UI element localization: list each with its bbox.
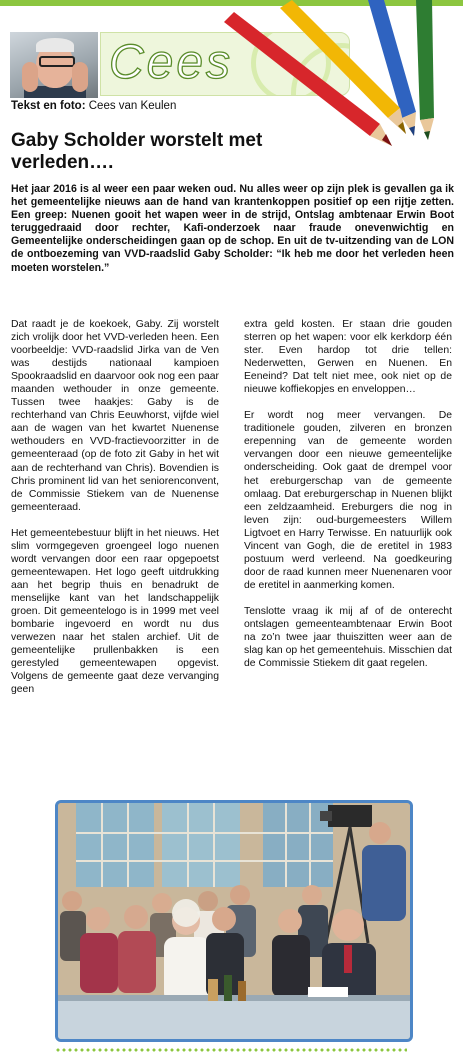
- paragraph: Er wordt nog meer vervangen. De traditionele gouden, zilveren en bronzen erepenning van de gemeente worden vervangen door een nieuwe gemeentelijke onderscheiding. Ook gaat de drempel voor het ereburgerschap van de gemeente omlaag. Dat ereburgerschap in Nuenen blijkt een zeldzaamheid. Ereburgers die nog in leven zijn: oud-burgemeesters Willem Ligtvoet en Harry Terwisse. En natuurlijk ook Vincent van Gogh, die de eretitel in 1983 postuum werd verleend. Na goedkeuring door de raad kunnen meer Nuenenaren voor de eretitel in aanmerking komen.: [244, 410, 452, 591]
- article-column-right: [244, 318, 452, 683]
- paragraph: Dat raadt je de koekoek, Gaby. Zij worstelt zich vrolijk door het VVD-verleden heen. Een voorbeeldje: VVD-raadslid Jirka van de Ven was destijds nationaal kampioen Spookraadslid en daarvoor ook nog een paar maanden wethouder in onze gemeente. Tussen twee haakjes: Gaby is de rechterhand van Chris Eeuwhorst, vijfde wiel aan de wagen van het kwartet Nuenense wethouders en VVD-fractievoorzitter in de gemeenteraad (op de foto zit Gaby in het wit aan de rechterhand van Chris). Bovendien is Chris prominent lid van het seniorenconvent, de Commissie Stiekem van de Nuenense gemeenteraad.: [11, 319, 219, 513]
- author-name: Cees van Keulen: [88, 100, 177, 112]
- author-credit: [11, 100, 176, 112]
- article-intro: Het jaar 2016 is al weer een paar weken oud. Nu alles weer op zijn plek is gevallen ga ik het gemeentelijke nieuws aan de hand van krantenkoppen positief op een rijtje zetten. Een greep: Nuenen gooit het wapen weer in de strijd, Ontslag ambtenaar Erwin Boot teruggedraaid door rechter, Kafi-onderzoek naar fraude onevenwichtig en Gemeentelijke onderscheidingen gaan op de schop. En uit de tv-uitzending van de LON de ontboezeming van VVD-raadslid Gaby Scholder: “Ik heb me door het verleden heen moeten worstelen.”: [11, 183, 454, 274]
- dotted-divider: [55, 1048, 407, 1052]
- paragraph: Het gemeentebestuur blijft in het nieuws. Het slim vormgegeven groengeel logo nuenen wordt vervangen door een raar opgepoetst gemeentewapen. Het logo geeft uitdrukking aan het begrip thuis en benadrukt de menselijke kant van het landschappelijk groen. Dit gemeentelogo is in 1999 met veel bombarie ingevoerd en wordt nu dus verwezen naar het stalen archief. Uit de gemeentelijke prullenbakken is een gerestyled gemeentewapen opgevist. Volgens de gemeente gaat deze vervanging geen: [11, 527, 219, 696]
- council-meeting-photo: [55, 800, 413, 1042]
- column-title: Cees: [109, 36, 234, 89]
- paragraph: Tenslotte vraag ik mij af of de onterecht ontslagen gemeenteambtenaar Erwin Boot na zo’n twee jaar thuiszitten weer aan de slag kan op het gemeentehuis. Misschien dat de Commissie Stiekem dit gaat regelen.: [244, 605, 452, 670]
- photo-illustration: [58, 803, 410, 1039]
- author-portrait: [10, 32, 98, 98]
- article-column-left: [11, 318, 219, 709]
- paragraph: extra geld kosten. Er staan drie gouden sterren op het wapen: voor elk kerkdorp één ster. Even hardop tot drie tellen: Nederwetten, Gerwen en Nuenen. En Eeneind? Dat telt niet mee, ook niet op de nieuwe koffiekopjes en enveloppen…: [244, 319, 452, 396]
- colored-pencils-icon: [220, 0, 463, 150]
- author-label: Tekst en foto:: [11, 100, 86, 112]
- article-title: Gaby Scholder worstelt met verleden….: [11, 130, 263, 173]
